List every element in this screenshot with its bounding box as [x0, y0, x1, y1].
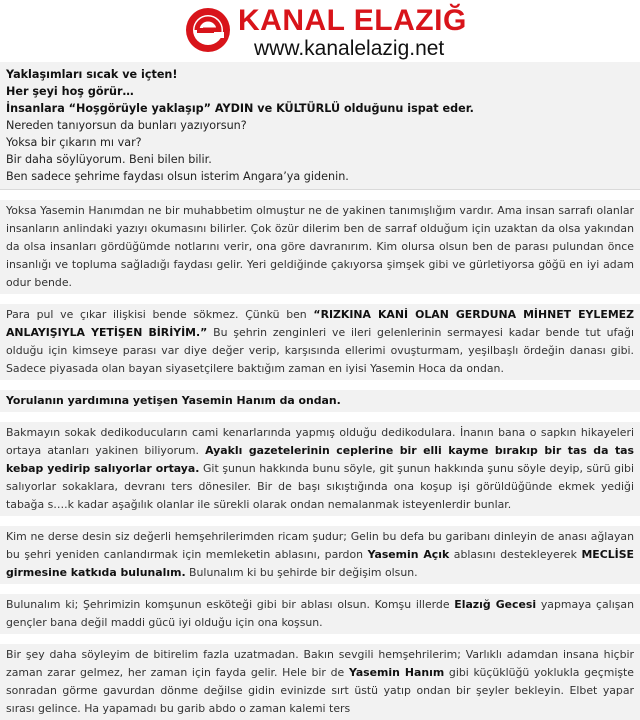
article-body	[0, 62, 640, 715]
brand-name: KANAL ELAZIĞ	[238, 4, 467, 37]
paragraph-7: Bir şey daha söyleyim de bitirelim fazla uzatmadan. Bakın sevgili hemşehrilerim; Varlıklı adamdan insana hiçbir zaman zarar gelmez, her zaman için fayda gelir. Hele bir de Yasemin Hanım gibi küçüklüğü yoklukla geçmişte sonradan görme gavurdan dönme değilse gidin evinizde sırt üstü yatıp ondan bir şeyler bekleyin. Elbet yapar sırası gelince. Ha yapamadı bu garib abdo o zaman kalemi ters	[0, 644, 640, 720]
intro-line-2: Her şeyi hoş görür…	[6, 85, 134, 98]
intro-line-4: Nereden tanıyorsun da bunları yazıyorsun?	[6, 119, 247, 132]
intro-line-5: Yoksa bir çıkarın mı var?	[6, 136, 142, 149]
intro-line-3: İnsanlara “Hoşgörüyle yaklaşıp” AYDIN ve KÜLTÜRLÜ olduğunu ispat eder.	[6, 102, 474, 115]
logo-emblem-icon	[184, 6, 232, 54]
paragraph-5: Kim ne derse desin siz değerli hemşehrilerimden ricam şudur; Gelin bu defa bu garibanı dinleyin de anası ağlayan bu şehri yeniden canlandırmak için memleketin ablasını, pardon Yasemin Açık ablasını destekleyerek MECLİSE girmesine katkıda bulunalım. Bulunalım ki bu şehirde bir değişim olsun.	[0, 526, 640, 584]
paragraph-3: Yorulanın yardımına yetişen Yasemin Hanım da ondan.	[0, 390, 640, 412]
site-logo[interactable]	[184, 4, 474, 60]
brand-url[interactable]: www.kanalelazig.net	[254, 37, 445, 60]
paragraph-1: Yoksa Yasemin Hanımdan ne bir muhabbetim olmuştur ne de yakinen tanımışlığım vardır. Ama insan sarrafı olanlar insanların anlindaki yazıyı okumasını bilirler. Çok özür dilerim ben de sarraf olduğum için uzaktan da olsa yakından da olsa insanları gördüğümde notlarını verir, ona göre davranırım. Kim olursa olsun ben de parası pulundan önce insanlığı ve topluma sağladığı faydası gelir. Yeri geldiğinde çakıyorsa şimşek gibi ve gürletiyorsa göğü en iyi adam odur bende.	[0, 200, 640, 294]
intro-block	[0, 62, 640, 190]
intro-line-7: Ben sadece şehrime faydası olsun isterim Angara’ya gidenin.	[6, 170, 349, 183]
paragraph-2: Para pul ve çıkar ilişkisi bende sökmez. Çünkü ben “RIZKINA KANİ OLAN GERDUNA MİHNET EYLEMEZ ANLAYIŞIYLA YETİŞEN BİRİYİM.” Bu şehrin zenginleri ve ileri gelenlerinin sermayesi kadar bende tut ufağı olduğu için kimseye parası var diye değer verip, karşısında ellerimi ovuşturmam, yeşilbaşlı ördeğin danası gibi. Sadece piyasada olan bayan siyasetçilere baktığım zaman en iyisi Yasemin Hoca da ondan.	[0, 304, 640, 380]
intro-line-1: Yaklaşımları sıcak ve içten!	[6, 68, 178, 81]
intro-line-6: Bir daha söylüyorum. Beni bilen bilir.	[6, 153, 212, 166]
site-header	[0, 0, 640, 62]
paragraph-6: Bulunalım ki; Şehrimizin komşunun esköteği gibi bir ablası olsun. Komşu illerde Elazığ Gecesi yapmaya çalışan gençler bana değil maddi gücü iyi olduğu için ona koşsun.	[0, 594, 640, 634]
paragraph-4: Bakmayın sokak dedikoducuların cami kenarlarında yapmış olduğu dedikodulara. İnanın bana o sapkın hikayeleri ortaya atanları yakinen biliyorum. Ayaklı gazetelerinin ceplerine bir elli kayme bırakıp bir tas da tas kebap yedirip salıyorlar ortaya. Git şunun hakkında bunu söyle, git şunun hakkında şunu söyle deyip, sürü gibi salıyorlar sokaklara, devranı ters dönesiler. Bir de başı sıkıştığında ona koşup işi görüldüğünde ekmek yediği tabağa s….k kadar aşağılık olanlar ile sürekli olarak ondan nemalanmak isteyenlerdir bunlar.	[0, 422, 640, 516]
